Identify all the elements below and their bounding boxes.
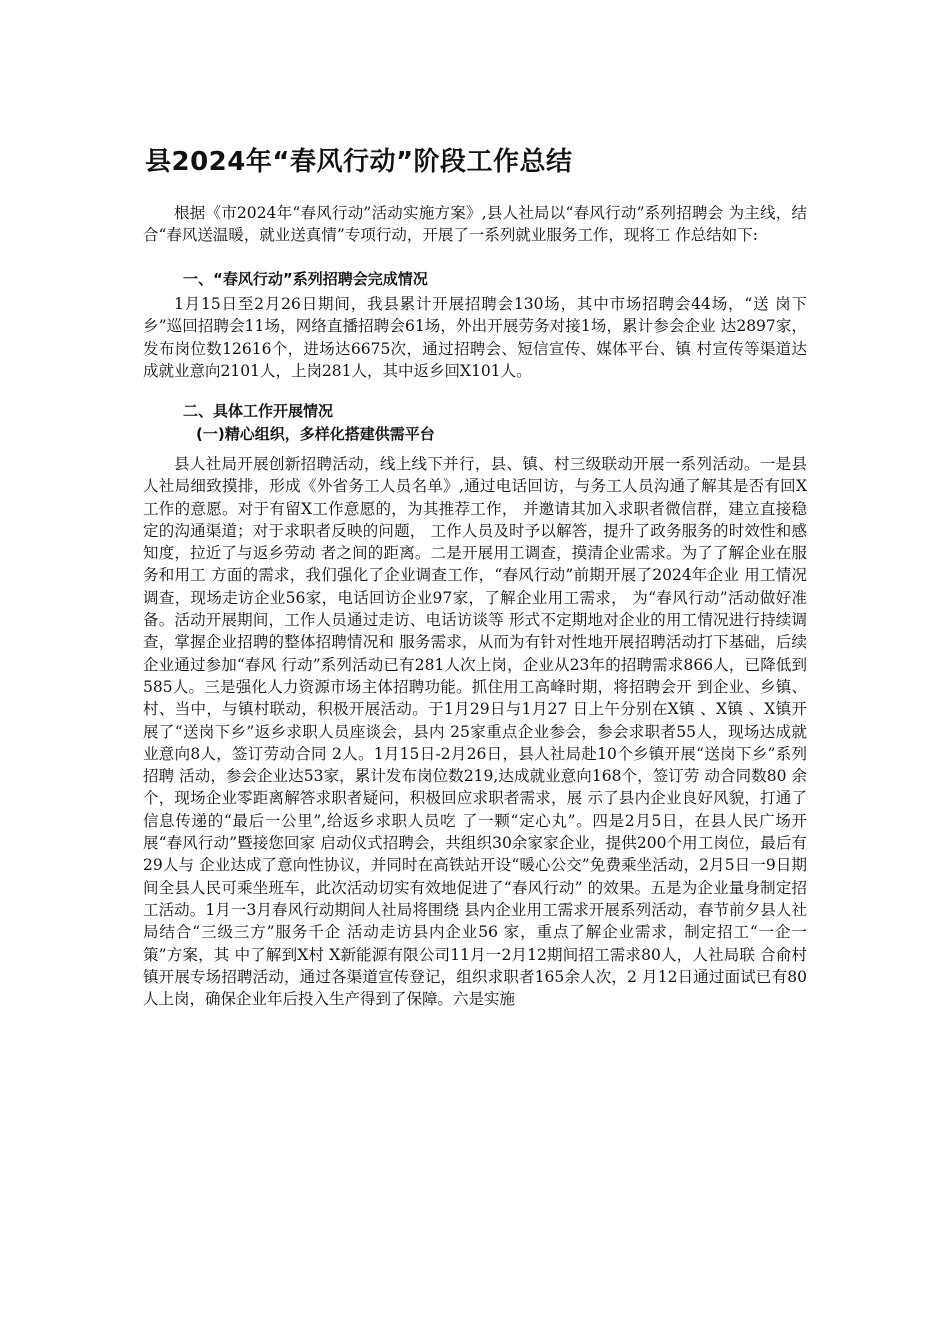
section-2-sub-1-paragraph: 县人社局开展创新招聘活动，线上线下并行，县、镇、村三级联动开展一系列活动。一是县人社局细致摸排，形成《外省务工人员名单》,通过电话回访，与务工人员沟通了解其是否有回X工作的意愿。对于有留X工作意愿的，为其推荐工作， 并邀请其加入求职者微信群，建立直接稳定的沟通渠道；对于求职者反映的问题， 工作人员及时予以解答，提升了政务服务的时效性和感知度，拉近了与返乡劳动 者之间的距离。二是开展用工调查，摸清企业需求。为了了解企业在服务和用工 方面的需求，我们强化了企业调查工作，“春风行动”前期开展了2024年企业 用工情况调查，现场走访企业56家，电话回访企业97家，了解企业用工需求， 为“春风行动”活动做好准备。活动开展期间，工作人员通过走访、电话访谈等 形式不定期地对企业的用工情况进行持续调查，掌握企业招聘的整体招聘情况和 服务需求，从而为有针对性地开展招聘活动打下基础，后续企业通过参加“春风 行动”系列活动已有281人次上岗，企业从23年的招聘需求866人，已降低到 585人。三是强化人力资源市场主体招聘功能。抓住用工高峰时期，将招聘会开 到企业、乡镇、村、当中，与镇村联动，积极开展活动。于1月29日与1月27 日上午分别在X镇 、X镇 、X镇开展了“送岗下乡”返乡求职人员座谈会，县内 25家重点企业参会，参会求职者55人，现场达成就业意向8人，签订劳动合同 2人。1月15日-2月26日，县人社局赴10个乡镇开展“送岗下乡”系列招聘 活动，参会企业达53家，累计发布岗位数219,达成就业意向168个，签订劳 动合同数80 余个，现场企业零距离解答求职者疑问，积极回应求职者需求，展 示了县内企业良好风貌，打通了信息传递的“最后一公里”,给返乡求职人员吃 了一颗“定心丸”。四是2月5日，在县人民广场开展“春风行动”暨接您回家 启动仪式招聘会，共组织30余家家企业，提供200个用工岗位，最后有29人与 企业达成了意向性协议，并同时在高铁站开设“暖心公交”免费乘坐活动，2月5日一9日期间全县人民可乘坐班车，此次活动切实有效地促进了“春风行动” 的效果。五是为企业量身制定招工活动。1月一3月春风行动期间人社局将围绕 县内企业用工需求开展系列活动，春节前夕县人社局结合“三级三方”服务千企 活动走访县内企业56 家，重点了解企业需求，制定招工“一企一策”方案，其 中了解到X村 X新能源有限公司11月一2月12期间招工需求80人，人社局联 合俞村镇开展专场招聘活动，通过各渠道宣传登记，组织求职者165余人次，2 月12日通过面试已有80人上岗，确保企业年后投入生产得到了保障。六是实施 [143, 455, 807, 1009]
section-2-heading: 二、具体工作开展情况 [183, 402, 334, 420]
section-1-heading: 一、“春风行动”系列招聘会完成情况 [183, 270, 428, 288]
section-2-subheading-1: (一)精心组织，多样化搭建供需平台 [196, 425, 435, 443]
section-1-paragraph: 1月15日至2月26日期间，我县累计开展招聘会130场，其中市场招聘会44场，“送 岗下乡”巡回招聘会11场，网络直播招聘会61场，外出开展劳务对接1场，累计参会企业 达2897家，发布岗位数12616个，进场达6675次，通过招聘会、短信宣传、媒体平台、镇 村宣传等渠道达成就业意向2101人，上岗281人，其中返乡回X101人。 [143, 295, 807, 380]
document-title: 县2024年“春风行动”阶段工作总结 [145, 147, 573, 177]
intro-paragraph: 根据《市2024年“春风行动”活动实施方案》,县人社局以“春风行动”系列招聘会 为主线，结合“春风送温暖，就业送真情”专项行动，开展了一系列就业服务工作，现将工 作总结如下: [143, 204, 807, 245]
